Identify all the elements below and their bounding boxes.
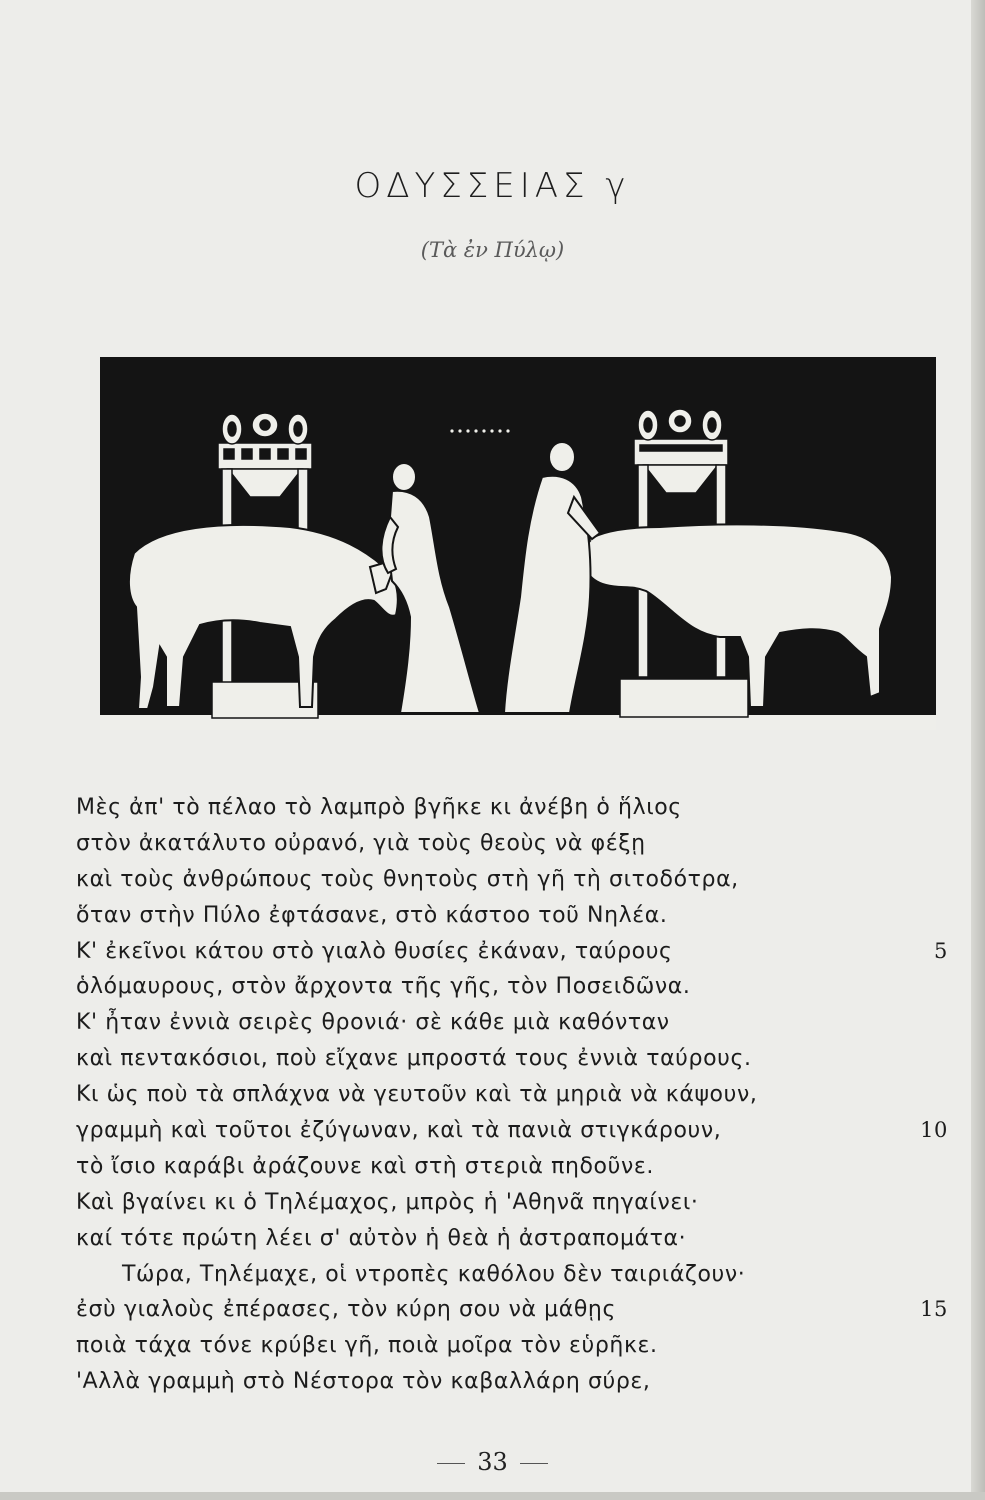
poem-line: ποιὰ τάχα τόνε κρύβει γῆ, ποιὰ μοῖρα τὸν εὑρῆκε. [76, 1333, 658, 1359]
poem-line: ἐσὺ γιαλοὺς ἐπέρασες, τὸν κύρη σου νὰ μάθῃς 15 [76, 1292, 966, 1328]
poem-line: 'Αλλὰ γραμμὴ στὸ Νέστορα τὸν καβαλλάρη σύρε, [76, 1369, 651, 1395]
line-number: 10 [920, 1118, 948, 1143]
page-number-value: 33 [477, 1448, 508, 1476]
line-number: 5 [934, 938, 948, 963]
page-bottom-shadow [0, 1492, 985, 1500]
poem-line: καὶ τοὺς ἀνθρώπους τοὺς θνητοὺς στὴ γῆ τὴ σιτοδότρα, [76, 866, 739, 892]
poem-line: Κ' ἐκεῖνοι κάτου στὸ γιαλὸ θυσίες ἐκάναν, ταύρους 5 [76, 934, 966, 970]
poem-line: γραμμὴ καὶ τοῦτοι ἐζύγωναν, καὶ τὰ πανιὰ στιγκάρουν, 10 [76, 1113, 966, 1149]
vase-painting-illustration [100, 357, 936, 730]
poem-line: Κ' ἦταν ἐννιὰ σειρὲς θρονιά· σὲ κάθε μιὰ καθόνταν [76, 1010, 670, 1036]
poem-line: ὅταν στὴν Πύλο ἐφτάσανε, στὸ κάστοο τοῦ Νηλέα. [76, 902, 668, 928]
poem-line: τὸ ἴσιο καράβι ἀράζουνε καὶ στὴ στεριὰ πηδοῦνε. [76, 1153, 654, 1179]
page-number [0, 1448, 985, 1476]
page-number-dash-left [437, 1463, 465, 1464]
poem-line: Καὶ βγαίνει κι ὁ Τηλέμαχος, μπρὸς ἡ 'Αθηνᾶ πηγαίνει· [76, 1189, 699, 1215]
poem-line: Κι ὡς ποὺ τὰ σπλάχνα νὰ γευτοῦν καὶ τὰ μηριὰ νὰ κάψουν, [76, 1082, 758, 1108]
chapter-subtitle: (Τὰ ἐν Πύλῳ) [420, 238, 565, 262]
chapter-title: ΟΔΥΣΣΕΙΑΣ γ [354, 166, 631, 206]
poem-line: ὁλόμαυρους, στὸν ἄρχοντα τῆς γῆς, τὸν Ποσειδῶνα. [76, 974, 691, 1000]
poem-line: Τώρα, Τηλέμαχε, οἱ ντροπὲς καθόλου δὲν ταιριάζουν· [122, 1261, 746, 1287]
poem-line: καί τότε πρώτη λέει σ' αὐτὸν ἡ θεὰ ἡ ἀστραπομάτα· [76, 1225, 687, 1251]
poem-line: Μὲς ἀπ' τὸ πέλαο τὸ λαμπρὸ βγῆκε κι ἀνέβη ὁ ἥλιος [76, 795, 682, 820]
line-number: 15 [920, 1297, 948, 1322]
poem-line: καὶ πεντακόσιοι, ποὺ εἴχανε μπροστά τους ἐννιὰ ταύρους. [76, 1046, 752, 1072]
poem-lines [76, 790, 966, 1400]
poem-line: στὸν ἀκατάλυτο οὐρανό, γιὰ τοὺς θεοὺς νὰ φέξῃ [76, 830, 646, 856]
page-number-dash-right [520, 1463, 548, 1464]
page-edge [971, 0, 985, 1500]
